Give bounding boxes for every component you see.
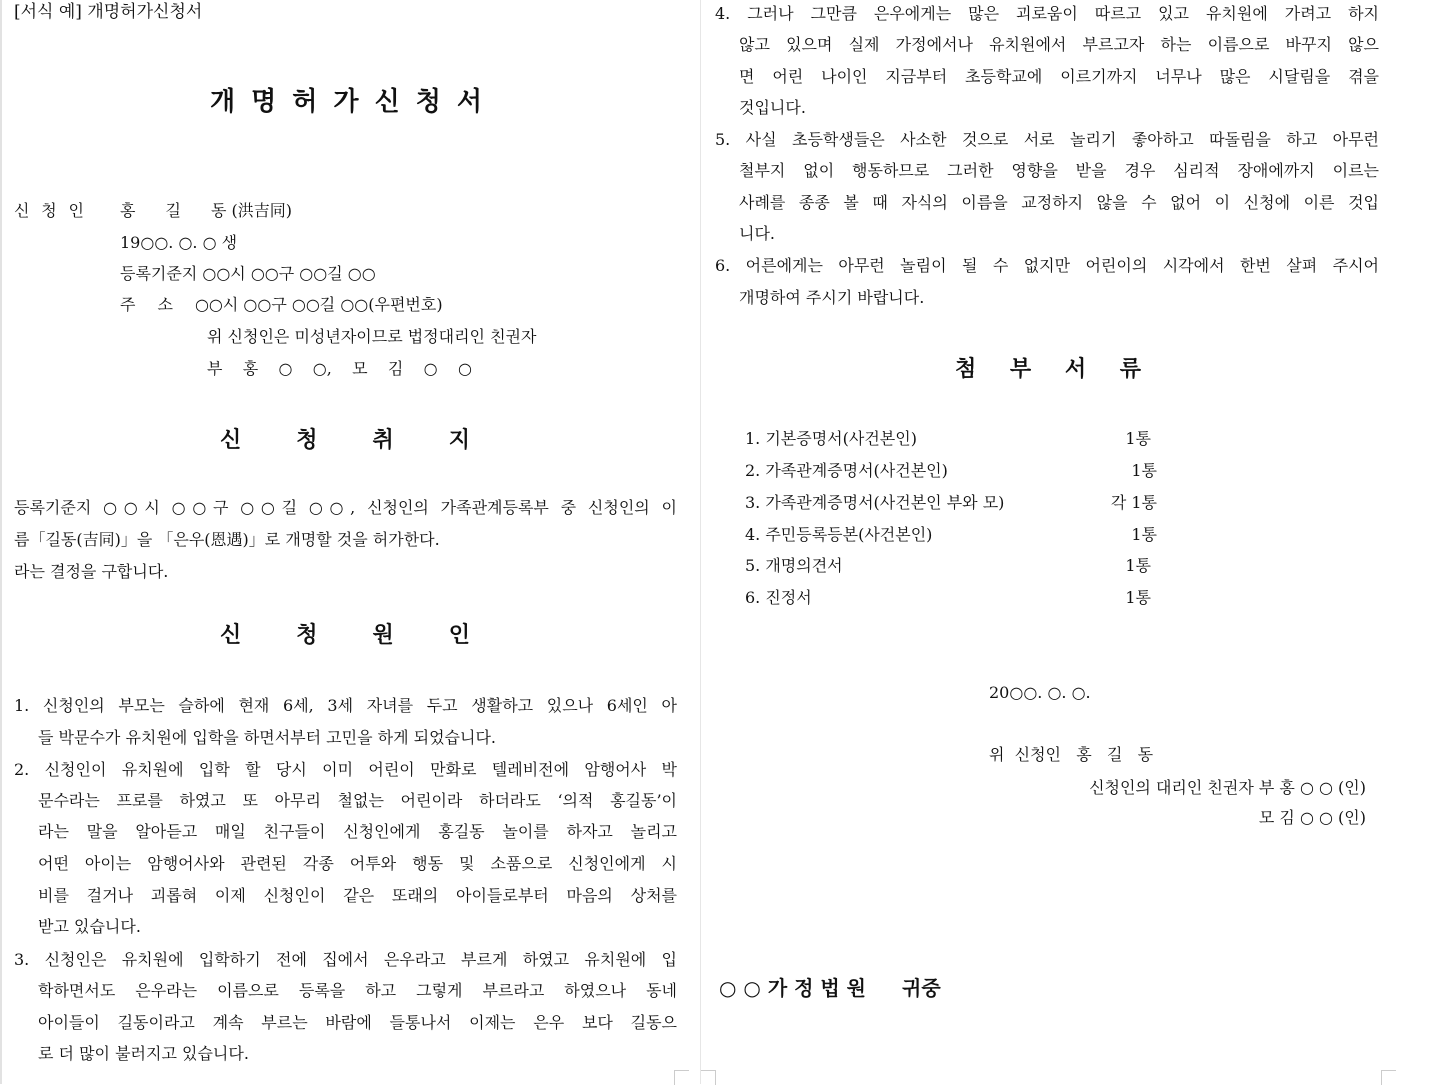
attachment-item-count: 각 1통 (1110, 493, 1157, 512)
parent-char: ○, (312, 359, 332, 378)
title-char: 허 (292, 87, 318, 117)
attachment-item-label: 5. 개명의견서 (745, 556, 843, 575)
reasons-heading (220, 622, 472, 648)
applicant-label (14, 201, 84, 221)
reason-line: 철부지 없이 행동하므로 그러한 영향을 받을 경우 심리적 장애에까지 이르는 (739, 161, 1379, 180)
reason-line: 로 더 많이 불러지고 있습니다. (38, 1044, 249, 1063)
title-char: 개 (210, 87, 236, 117)
reason-line: 5. 사실 초등학생들은 사소한 것으로 서로 놀리기 좋아하고 따돌림을 하고 아무런 (715, 130, 1379, 149)
purpose-line: 등록기준지 ○○시 ○○구 ○○길 ○○, 신청인의 가족관계등록부 중 신청인의 이 (14, 498, 677, 517)
label-char: 소 (157, 295, 173, 314)
applicant-registry: 등록기준지 ○○시 ○○구 ○○길 ○○ (120, 264, 376, 283)
form-header: [서식 예] 개명허가신청서 (14, 2, 203, 22)
guardian-note: 위 신청인은 미성년자이므로 법정대리인 친권자 (207, 327, 537, 346)
heading-char: 취 (372, 427, 396, 453)
court-addressee (719, 978, 941, 998)
page-corner-mark (674, 1070, 689, 1085)
reason-line: 아이들이 길동이라고 계속 부르는 바람에 들통나서 이제는 은우 보다 길동으 (38, 1013, 677, 1032)
heading-char: 청 (296, 427, 320, 453)
label-char: 인 (68, 201, 84, 220)
reason-line: 것입니다. (739, 98, 806, 117)
title-char: 가 (333, 87, 359, 117)
reason-line: 사례를 종종 볼 때 자식의 이름을 교정하지 않을 수 없어 이 신청에 이른 것입 (739, 193, 1379, 212)
address-value: ○○시 ○○구 ○○길 ○○(우편번호) (194, 295, 443, 314)
reason-line: 문수라는 프로를 하였고 또 아무리 철없는 어린이라 하더라도 ‘의적 홍길동’이 (38, 791, 677, 810)
filing-date: 20○○. ○. ○. (989, 683, 1091, 702)
heading-char: 인 (448, 622, 472, 648)
signature-applicant: 위 신청인 홍 길 동 (989, 745, 1154, 764)
title-char: 서 (456, 87, 482, 117)
signature-guardian: 신청인의 대리인 친권자 부 홍 ○ ○ (인) (1089, 778, 1366, 797)
attachment-item-label: 1. 기본증명서(사건본인) (745, 429, 917, 448)
court-suffix: 귀중 (902, 976, 941, 1000)
reason-line: 3. 신청인은 유치원에 입학하기 전에 집에서 은우라고 부르게 하였고 유치원에 입 (14, 950, 677, 969)
attachment-item-count: 1통 (1131, 525, 1157, 544)
attachment-item-count: 1통 (1131, 461, 1157, 480)
reason-line: 개명하여 주시기 바랍니다. (739, 288, 925, 307)
name-char: 길 (165, 201, 181, 220)
purpose-line: 름「길동(吉同)」을 「은우(恩遇)」로 개명할 것을 허가한다. (14, 530, 440, 549)
reason-line: 2. 신청인이 유치원에 입학 할 당시 이미 어린이 만화로 텔레비전에 암행어사 박 (14, 760, 677, 779)
parents (207, 359, 472, 379)
court-name: ○ ○ 가 정 법 원 (719, 976, 866, 1000)
reason-line: 받고 있습니다. (38, 917, 141, 936)
attachment-item-count: 1통 (1125, 588, 1151, 607)
applicant-birth: 19○○. ○. ○ 생 (120, 233, 238, 252)
heading-char: 류 (1119, 356, 1143, 382)
title-char: 청 (415, 87, 441, 117)
label-char: 신 (14, 201, 30, 220)
reason-line: 비를 걸거나 괴롭혀 이제 신청인이 같은 또래의 아이들로부터 마음의 상처를 (38, 886, 677, 905)
page-corner-mark (701, 1070, 716, 1085)
page-left (0, 0, 692, 1084)
reason-line: 1. 신청인의 부모는 슬하에 현재 6세, 3세 자녀를 두고 생활하고 있으나 6세인 아 (14, 696, 677, 715)
reason-line: 니다. (739, 224, 775, 243)
attachment-item-count: 1통 (1125, 556, 1151, 575)
reason-line: 4. 그러나 그만큼 은우에게는 많은 괴로움이 따르고 있고 유치원에 가려고 하지 (715, 4, 1379, 23)
heading-char: 원 (372, 622, 396, 648)
purpose-line: 라는 결정을 구합니다. (14, 562, 169, 581)
label-char: 주 (120, 295, 136, 314)
page-corner-mark (1381, 1070, 1396, 1085)
heading-char: 신 (220, 427, 244, 453)
name-char: 동 (洪吉同) (210, 201, 292, 220)
heading-char: 청 (296, 622, 320, 648)
purpose-heading (220, 427, 472, 453)
attachment-item-label: 3. 가족관계증명서(사건본인 부와 모) (745, 493, 1005, 512)
reason-line: 않고 있으며 실제 가정에서나 유치원에서 부르고자 하는 이름으로 바꾸지 않으 (739, 35, 1379, 54)
reason-line: 면 어린 나이인 지금부터 초등학교에 이르기까지 너무나 많은 시달림을 겪을 (739, 67, 1379, 86)
reason-line: 라는 말을 알아듣고 매일 친구들이 신청인에게 홍길동 놀이를 하자고 놀리고 (38, 822, 677, 841)
applicant-address (120, 295, 443, 315)
heading-char: 신 (220, 622, 244, 648)
title-char: 신 (374, 87, 400, 117)
applicant-name (120, 201, 292, 221)
page-right (700, 0, 1440, 1084)
attachment-item-count: 1통 (1125, 429, 1151, 448)
parent-char: ○ (278, 359, 293, 378)
attachments-heading (955, 356, 1143, 382)
label-char: 청 (41, 201, 57, 220)
document-title (210, 87, 482, 117)
heading-char: 첨 (955, 356, 979, 382)
title-char: 명 (251, 87, 277, 117)
parent-char: ○ (423, 359, 438, 378)
parent-char: ○ (457, 359, 472, 378)
reason-line: 어떤 아이는 암행어사와 관련된 각종 어투와 행동 및 소품으로 신청인에게 시 (38, 854, 677, 873)
parent-char: 부 (207, 359, 223, 378)
name-char: 홍 (120, 201, 136, 220)
parent-char: 김 (387, 359, 404, 378)
attachment-item-label: 4. 주민등록등본(사건본인) (745, 525, 933, 544)
reason-line: 6. 어른에게는 아무런 놀림이 될 수 없지만 어린이의 시각에서 한번 살펴 주시어 (715, 256, 1379, 275)
heading-char: 부 (1009, 356, 1034, 382)
parent-char: 홍 (242, 359, 259, 378)
parent-char: 모 (352, 359, 368, 378)
attachment-item-label: 2. 가족관계증명서(사건본인) (745, 461, 948, 480)
reason-line: 학하면서도 은우라는 이름으로 등록을 하고 그렇게 부르라고 하였으나 동네 (38, 981, 677, 1000)
reason-line: 들 박문수가 유치원에 입학을 하면서부터 고민을 하게 되었습니다. (38, 728, 497, 747)
heading-char: 지 (448, 427, 472, 453)
signature-mother: 모 김 ○ ○ (인) (1258, 808, 1366, 827)
heading-char: 서 (1064, 356, 1089, 382)
attachment-item-label: 6. 진정서 (745, 588, 812, 607)
